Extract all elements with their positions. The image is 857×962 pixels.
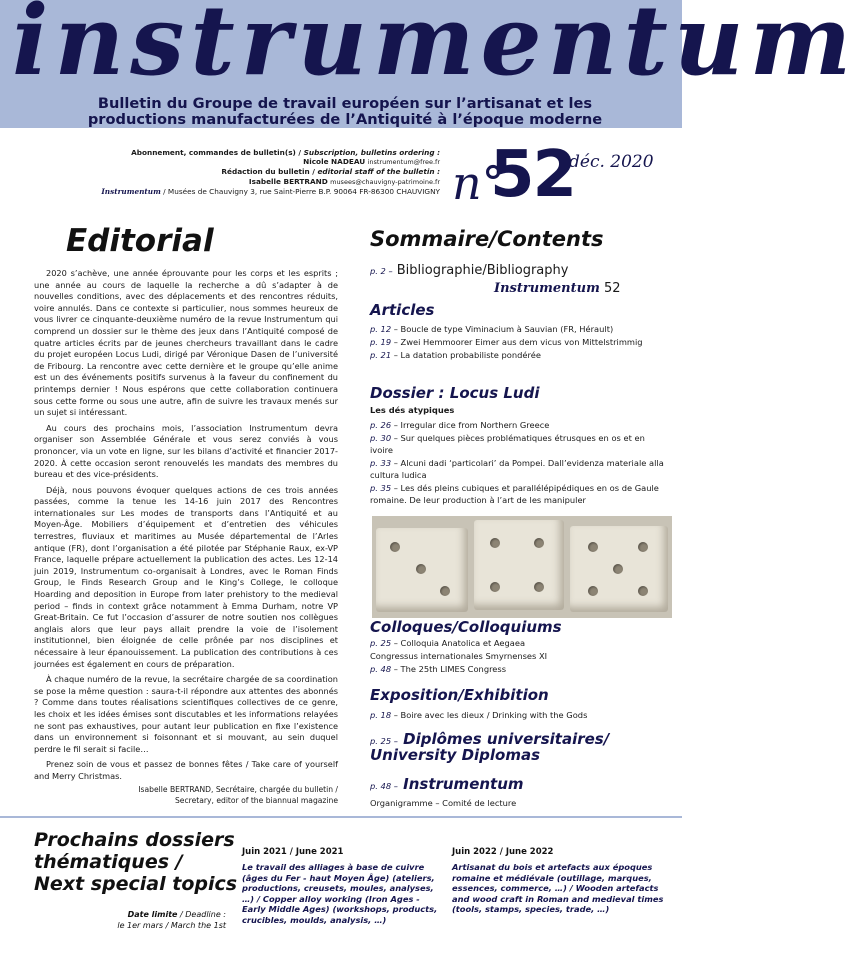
deadline: Date limite / Deadline : le 1er mars / March the 1st — [117, 910, 226, 930]
exhibition-list — [370, 709, 670, 722]
toc-page: p. 25 – — [370, 736, 398, 746]
signature-line1: Isabelle BERTRAND, Secrétaire, chargée du bulletin / — [138, 785, 338, 794]
next-topics-title: Prochains dossiers thématiques / Next special topics — [34, 829, 238, 895]
issue-date: déc. 2020 — [569, 152, 654, 172]
divider — [0, 816, 682, 818]
toc-item: Congressus internationales Smyrnenses XI — [370, 651, 548, 661]
articles-list — [370, 323, 670, 362]
die-image — [570, 526, 668, 612]
diplomas-heading-line2: University Diplomas — [370, 746, 541, 764]
masthead-subtitle-line2: productions manufacturées de l’Antiquité à l’époque moderne — [87, 111, 603, 128]
subscription-name: Nicole NADEAU — [303, 157, 366, 167]
editorial-paragraph: Au cours des prochains mois, l’association Instrumentum devra organiser son Assemblée Générale et vous serez conviés à vous prononcer, via un vote en ligne, sur les bilans d’activité et financier 2017-2020. À cette occasion seront renouvelés les mandats des membres du bureau et des vice-présidents. — [34, 422, 338, 480]
contents-title: Sommaire/Contents — [370, 227, 604, 251]
topic-1-date: Juin 2021 / June 2021 — [242, 847, 344, 857]
editorial-title: Editorial — [66, 223, 214, 259]
colloquia-list — [370, 637, 670, 676]
toc-page: p. 48 – — [370, 781, 398, 791]
dossier-heading: Dossier : Locus Ludi — [370, 384, 540, 402]
toc-item[interactable]: p. 19 – Zwei Hemmoorer Eimer aus dem vicus von Mittelstrimmig — [370, 337, 643, 347]
masthead-band — [0, 0, 857, 128]
articles-heading: Articles — [370, 301, 435, 319]
toc-bibliography[interactable] — [370, 263, 568, 278]
toc-brand: Instrumentum — [494, 281, 600, 296]
dossier-subheading: Les dés atypiques — [370, 405, 455, 415]
dossier-list — [370, 404, 670, 507]
masthead-subtitle — [20, 96, 670, 128]
editorial-staff-en: editorial staff of the bulletin : — [317, 167, 440, 177]
toc-bibliography-label: Bibliographie/Bibliography — [396, 263, 569, 278]
editorial-paragraph: 2020 s’achève, une année éprouvante pour les corps et les esprits ; une année au cours de laquelle la recherche a dû s’adapter à de nouvelles conditions, avec des déplacements et des rencontres réduits, voire annulés. Dans ce contexte si particulier, nous sommes heureux de vous livrer ce cinquante-deuxième numéro de la revue Instrumentum qui comprend un dossier sur le thème des jeux dans l’Antiquité composé de quatre articles écrits par de jeunes chercheurs travaillant dans le cadre du projet européen Locus Ludi, dirigé par Véronique Dasen de l’université de Fribourg. La rencontre avec cette dernière et le groupe qu’elle anime est un des événements positifs survenus à la faveur du confinement du printemps dernier ! Nous espérons que cette collaboration continuera sous cette forme ou sous une autre, afin de suivre les travaux menés sur un sujet si intéressant. — [34, 268, 338, 418]
editorial-paragraph: À chaque numéro de la revue, la secrétaire chargée de sa coordination se pose la même question : saura-t-il répondre aux attentes des abonnés ? Comme dans toutes réalisations scientifiques collectives de ce genre, les choix et les idées émises sont discutables et les informations relayées ne sont pas exhaustives, pour autant leur publication en fixe l’existence dans un environnement si foisonnant et si mouvant, au sein duquel perdre le fil serait si facile… — [34, 674, 338, 754]
toc-item[interactable]: p. 48 – The 25th LIMES Congress — [370, 664, 507, 674]
toc-item[interactable]: p. 35 – Les dés pleins cubiques et parallélépipédiques en os de Gaule romaine. De leur production à l’art de les manipuler — [370, 483, 659, 505]
instrumentum-heading-label: Instrumentum — [403, 775, 524, 793]
exhibition-heading: Exposition/Exhibition — [370, 686, 549, 704]
instrumentum-heading[interactable] — [370, 775, 524, 793]
dice-photo — [372, 516, 672, 618]
toc-item[interactable]: p. 26 – Irregular dice from Northern Greece — [370, 420, 550, 430]
issue-number: 52 — [490, 138, 576, 212]
colloquia-heading: Colloques/Colloquiums — [370, 618, 562, 636]
toc-item[interactable]: p. 33 – Alcuni dadi ‘particolari’ da Pompei. Dall’evidenza materiale alla cultura ludica — [370, 458, 664, 480]
topic-2-description: Artisanat du bois et artefacts aux époques romaine et médiévale (outillage, marques, essences, commerce, …) / Wooden artefacts and wood craft in Roman and medieval times (tools, stamps, species, trade, …) — [452, 862, 664, 915]
toc-item[interactable]: p. 18 – Boire avec les dieux / Drinking with the Gods — [370, 710, 588, 720]
toc-page: p. 2 – — [370, 266, 393, 276]
die-image — [376, 528, 468, 612]
signature-line2: Secretary, editor of the biannual magazine — [174, 796, 338, 805]
instrumentum-sub: Organigramme – Comité de lecture — [370, 798, 517, 808]
subscription-info — [70, 148, 440, 196]
toc-item[interactable]: p. 21 – La datation probabiliste pondérée — [370, 350, 541, 360]
editorial-body — [34, 268, 338, 787]
address-brand: Instrumentum — [101, 186, 161, 196]
toc-item[interactable]: p. 30 – Sur quelques pièces problématiques étrusques en os et en ivoire — [370, 433, 645, 455]
masthead-title: instrumentum — [12, 0, 857, 97]
editorial-signature — [34, 784, 338, 806]
editorial-paragraph: Prenez soin de vous et passez de bonnes fêtes / Take care of yourself and Merry Christmas. — [34, 759, 338, 781]
toc-bibliography-number: 52 — [604, 281, 621, 296]
editorial-staff-name: Isabelle BERTRAND — [248, 176, 328, 186]
subscription-fr: Abonnement, commandes de bulletin(s) / — [131, 148, 304, 157]
editorial-staff-fr: Rédaction du bulletin / — [221, 167, 318, 177]
issue-prefix: n° — [452, 156, 505, 210]
die-image — [474, 520, 564, 610]
topic-1-description: Le travail des alliages à base de cuivre (âges du Fer - haut Moyen Âge) (ateliers, productions, creusets, moules, analyses, …) / Copper alloy working (Iron Ages - Early Middle Ages) (workshops, products, crucibles, moulds, analysis, …) — [242, 862, 438, 925]
subscription-email[interactable]: instrumentum@free.fr — [367, 158, 440, 167]
address-text: / Musées de Chauvigny 3, rue Saint-Pierre B.P. 90064 FR-86300 CHAUVIGNY — [163, 186, 440, 196]
subscription-en: Subscription, bulletins ordering : — [303, 148, 440, 157]
editorial-paragraph: Déjà, nous pouvons évoquer quelques actions de ces trois années passées, comme la tenue les 14-16 juin 2017 des Rencontres internationales sur Les modes de transports dans l’Antiquité et au Moyen-Âge. Mobiliers d’équipement et d’entretien des véhicules terrestres, fluviaux et maritimes au Musée départemental de l’Arles antique (FR), dont l’organisation a été pilotée par Stéphanie Raux, ex-VP France, laquelle prépare actuellement la publication des actes. Les 12-14 juin 2019, Instrumentum co-organisait à Londres, avec le Roman Finds Group, le Finds Research Group and le King’s College, le colloque Hoarding and deposition in Europe from later prehistory to the medieval period – finds in context grâce notamment à Emma Durham, notre VP Great-Britain. Ce fut l’occasion d’assurer de notre soutien nos collègues anglais alors que leur pays allait prendre la voie de l’isolement institutionnel, bien éloignée de celle prônée par nos disciplines et nécessaire à leur épanouissement. La publication des contributions à ces journées est également en cours de préparation. — [34, 484, 338, 669]
diplomas-heading-line1: Diplômes universitaires/ — [403, 730, 610, 748]
editorial-staff-email[interactable]: musees@chauvigny-patrimoine.fr — [330, 177, 440, 186]
toc-item[interactable]: p. 12 – Boucle de type Viminacium à Sauvian (FR, Hérault) — [370, 324, 614, 334]
toc-bibliography-issue — [494, 281, 621, 296]
topic-2-date: Juin 2022 / June 2022 — [452, 847, 554, 857]
toc-item[interactable]: p. 25 – Colloquia Anatolica et Aegaea — [370, 638, 526, 648]
masthead-subtitle-line1: Bulletin du Groupe de travail européen sur l’artisanat et les — [97, 95, 593, 112]
